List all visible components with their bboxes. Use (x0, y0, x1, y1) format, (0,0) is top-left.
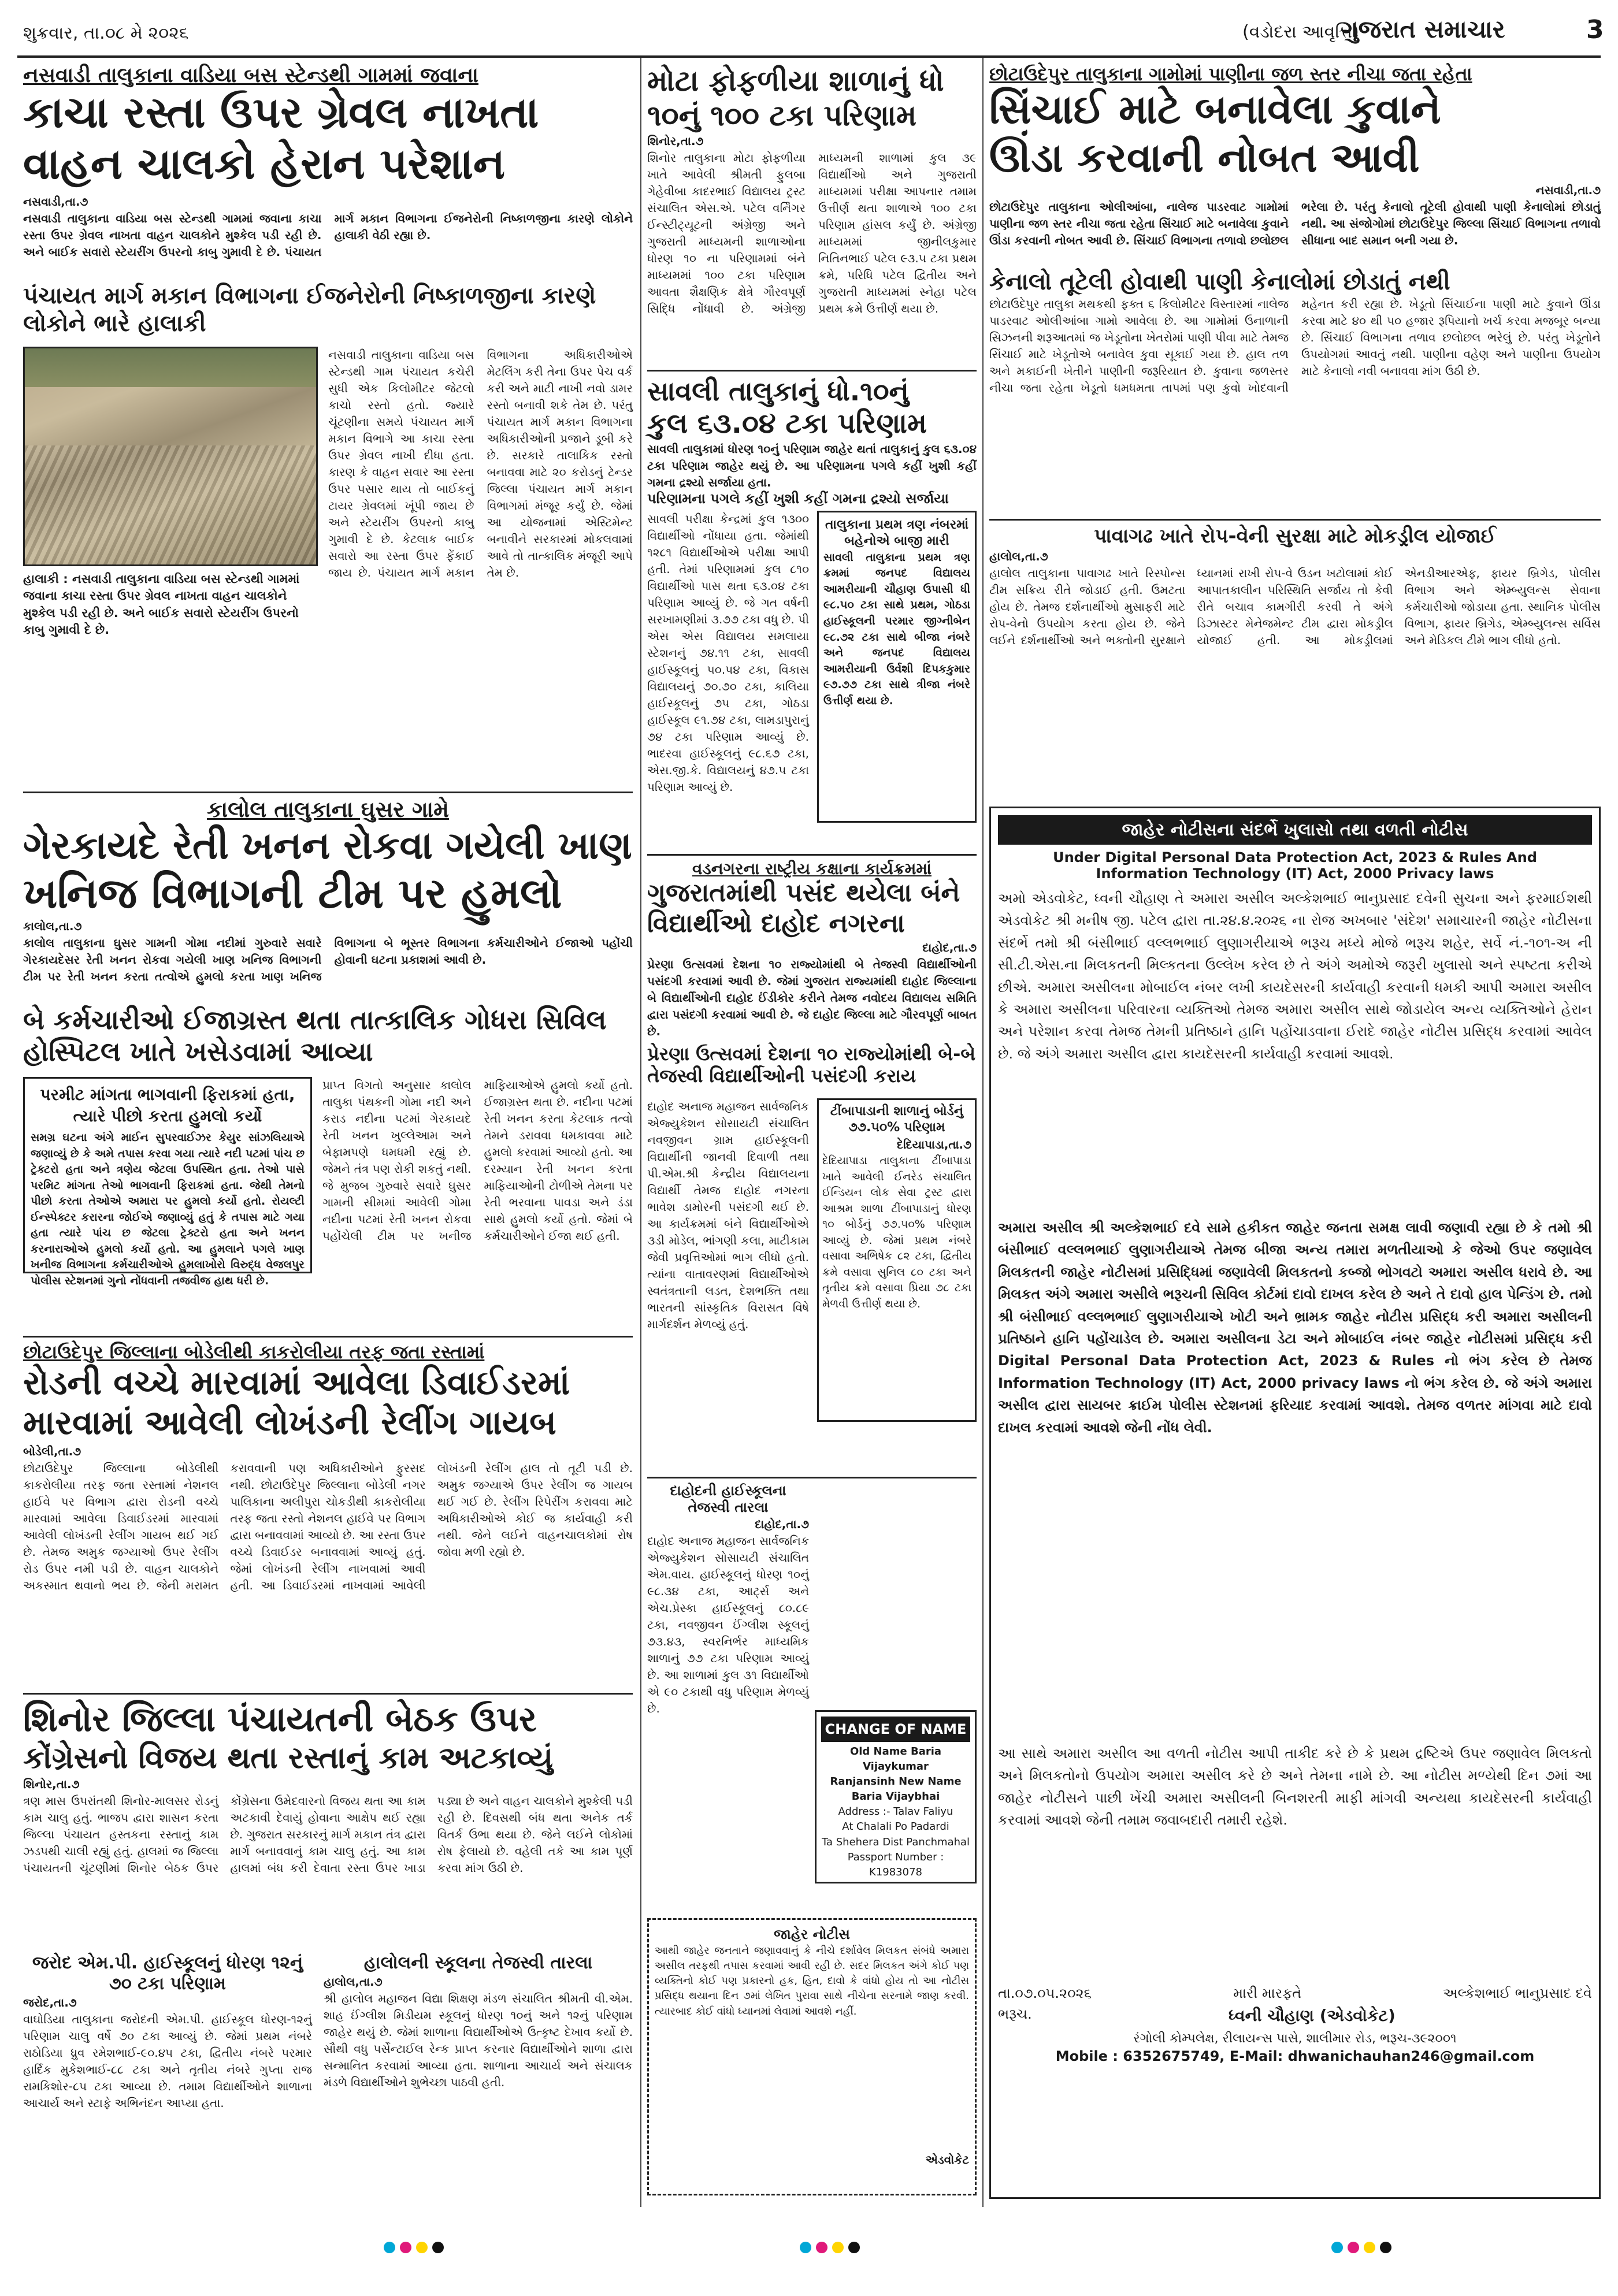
story-halol-toppers (324, 1953, 633, 2195)
magenta-dot-icon (400, 2242, 411, 2253)
dateline: દેદિયાપાડા,તા.૭ (896, 1137, 971, 1151)
story-headline: દાહોદની હાઈસ્કૂલના તેજસ્વી તારલા (670, 1483, 786, 1515)
story-intro: નસવાડી તાલુકાના વાડિયા બસ સ્ટેન્ડથી ગામમાં જવાના કાચા રસ્તા ઉપર ગ્રેવલ નાખતા વાહન ચાલકોને મુશ્કેલ પડી રહી છે. અને બાઈક સવારો સ્ટેયરીંગ ઉપરનો કાબુ ગુમાવી દે છે. પંચાયત માર્ગ મકાન વિભાગના ઈજનેરોની નિષ્કાળજીના કારણે લોકોને હાલાકી વેઠી રહ્યા છે. (23, 211, 633, 259)
highlight-box (817, 1098, 977, 1422)
legal-notice (989, 807, 1601, 2199)
cyan-dot-icon (1331, 2242, 1343, 2253)
story-headline: મારવામાં આવેલી લોખંડની રેલીંગ ગાયબ (23, 1403, 556, 1443)
story-headline: વાહન ચાલકો હેરાન પરેશાન (23, 139, 506, 190)
story-dahod-toppers (647, 1483, 809, 1910)
story-headline: સાવલી તાલુકાનું ધો.૧૦નું (647, 376, 909, 407)
ad-sign: એડવોકેટ (925, 2153, 969, 2167)
story-fofaliya-school (647, 64, 977, 364)
column-divider (982, 58, 984, 2207)
story-subheadline: બે કર્મચારીઓ ઈજાગ્રસ્ત થતા તાત્કાલિક ગોધરા સિવિલ હોસ્પિટલ ખાતે ખસેડવામાં આવ્યા (23, 1004, 607, 1068)
ad-line: Baria Vijaybhai (851, 1790, 940, 1803)
public-notice-ad (647, 1918, 977, 2195)
notice-advocate: ધ્વની ચૌહાણ (એડવોકેટ) (1229, 2006, 1396, 2025)
notice-title: જાહેર નોટીસના સંદર્ભે ખુલાસો તથા વળતી નોટીસ (998, 815, 1592, 845)
story-body: નસવાડી તાલુકાના વાડિયા બસ સ્ટેન્ડથી ગામ પંચાયત કચેરી સુધી એક કિલોમીટર જેટલો કાચો રસ્તો હતો. જ્યારે ચૂંટણીના સમયે પંચાયત માર્ગ મકાન વિભાગે આ કાચા રસ્તા ઉપર ગ્રેવલ નાખી દીધા હતા. કારણ કે વાહન સવાર આ રસ્તા ઉપર પસાર થાય તો બાઈકનું ટાયર ગ્રેવલમાં ખૂંપી જાય છે અને સ્ટેયરીંગ ઉપરનો કાબુ ગુમાવી દે છે. કેટલાક બાઈક સવારો આ રસ્તા ઉપર ફેંકાઈ જાય છે. પંચાયત માર્ગ મકાન વિભાગના અધિકારીઓએ મેટલિંગ કરી તેના ઉપર પેચ વર્ક કરી અને માટી નાખી નવો ડામર રસ્તો બનાવી શકે તેમ છે. પરંતુ પંચાયત માર્ગ મકાન વિભાગના અધિકારીઓની પ્રજાને ડૂબી કરે છે. સરકારે તાલાકિક રસ્તો બનાવવા માટે ૨૦ કરોડનું ટેન્ડર જિલ્લા પંચાયત માર્ગ મકાન વિભાગમાં મંજૂર કર્યું છે. જેમાં આ યોજનામાં એસ્ટિમેન્ટ બનાવીને સરકારમાં મોકલવામાં આવે તો તાત્કાલિક મંજૂરી આપે તેમ છે. (328, 347, 633, 579)
story-headline: પાવાગઢ ખાતે રોપ-વેની સુરક્ષા માટે મોકડ્રીલ યોજાઈ (1094, 525, 1496, 548)
highlight-box (23, 1077, 312, 1287)
issue-date: શુક્રવાર, તા.૦૮ મે ૨૦૨૬ (23, 23, 189, 43)
page-number: 3 (1586, 15, 1604, 44)
dateline: શિનોર,તા.૭ (23, 1777, 80, 1792)
story-headline: ૧૦નું ૧૦૦ ટકા પરિણામ (647, 99, 917, 132)
story-well-deepening (989, 64, 1601, 514)
notice-by: મારી મારફતે (1233, 1985, 1302, 2001)
magenta-dot-icon (1348, 2242, 1359, 2253)
notice-place: ભરૂચ. (998, 2006, 1032, 2022)
box-title: તાલુકાના પ્રથમ ત્રણ નંબરમાં બહેનોએ બાજી મારી (825, 517, 969, 549)
story-headline: શિનોર જિલ્લા પંચાયતની બેઠક ઉપર (23, 1699, 537, 1740)
story-headline: વિદ્યાર્થીઓ દાહોદ નગરના (647, 908, 905, 938)
story-pavagadh-mockdrill (989, 525, 1601, 802)
story-road-gravel (23, 64, 633, 786)
black-dot-icon (432, 2242, 444, 2253)
story-body: છોટાઉદેપુર તાલુકા મથકથી ફક્ત ૬ કિલોમીટર વિસ્તારમાં નાલેજ પાડરવાટ ઓલીઆંબા ગામો આવેલા છે. આ ગામોમાં ઉનાળાની સિઝનની શરૂઆતમાં જ ખેડૂતોના ખેતરોમાં પાણી પીવા માટે તેમજ સિંચાઈ માટે ખેડૂતોએ બનાવેલ કુવા સૂકાઈ ગયા છે. હાલ તળ અને મકાઈની ખેતીને પાણીની જરૂરિયાત છે. કુવાના જળસ્તર નીચા જતા રહેતા ખેડૂતો ધમધમતા તાપમાં પણ કુવો ખોદવાની મહેનત કરી રહ્યા છે. ખેડૂતો સિંચાઈના પાણી માટે કુવાને ઊંડા કરવા માટે ૪૦ થી ૫૦ હજાર રૂપિયાનો ખર્ચ કરવા મજબૂર બન્યા છે. સિંચાઈ વિભાગના તળાવ છલોછલ ભરેલું છે. પરંતુ ખેડૂતોને ઉપયોગમાં આવતું નથી. પાણીના વહેણ અને પાણીના ઉપયોગ માટે કેનાલો નવી બનાવવા માંગ ઉઠી છે. (989, 296, 1601, 395)
story-headline: મોટા ફોફળીયા શાળાનું ધો (647, 64, 944, 98)
story-separator (647, 854, 977, 856)
ad-line: At Chalali Po Padardi (842, 1821, 949, 1833)
story-body: સાવલી પરીક્ષા કેન્દ્રમાં કુલ ૧૩૦૦ વિદ્યાર્થીઓ નોંધાયા હતા. જેમાંથી ૧૨૮૧ વિદ્યાર્થીઓએ પરીક્ષા આપી હતી. તેમાં પરિણામમાં કુલ ૮૧૦ વિદ્યાર્થીઓ પાસ થતા ૬૩.૦૪ ટકા પરિણામ આવ્યું છે. જે ગત વર્ષની સરખામણીમાં ૩.૭૭ ટકા વધુ છે. પી એસ એસ વિદ્યાલય સમલાયા સ્ટેશનનું ૭૪.૧૧ ટકા, સાવલી હાઈસ્કૂલનું ૫૦.૫૪ ટકા, વિકાસ વિદ્યાલયનું ૭૦.૭૦ ટકા, કાલિયા હાઈસ્કૂલનું ૭૫ ટકા, ગોઠડા હાઈસ્કૂલ ૯૧.૭૪ ટકા, લામડાપુરાનું ૭૪ ટકા પરિણામ આવ્યું છે. ભાદરવા હાઈસ્કૂલનું ૯૮.૬૭ ટકા, એસ.જી.કે. વિદ્યાલયનું ૪૭.૫ ટકા પરિણામ આવ્યું છે. (647, 511, 809, 794)
ad-line: Address :- Talav Faliyu (838, 1805, 953, 1818)
story-mining-attack (23, 797, 633, 1332)
story-body: છોટાઉદેપુર જિલ્લાના બોડેલીથી કાકરોલીયા તરફ જતા રસ્તામાં નેશનલ હાઈવે પર વિભાગ દ્વારા રોડની વચ્ચે મારવામાં આવેલા ડિવાઈડરમાં મારવામાં આવેલી લોખંડની રેલીંગ ગાયબ થઈ ગઈ છે. તેમજ અમુક જગ્યાઓ ઉપર રેલીંગ રોડ ઉપર નમી પડી છે. વાહન ચાલકોને અકસ્માત થવાનો ભય છે. જેની મરામત કરાવવાની પણ અધિકારીઓને ફુરસદ નથી. છોટાઉદેપુર જિલ્લાના બોડેલી નગર પાલિકાના અલીપુરા ચોકડીથી કાકરોલીયા તરફ જતા રસ્તો નેશનલ હાઈવે પર વિભાગ દ્વારા બનાવવામાં આવ્યો છે. આ રસ્તા ઉપર વચ્ચે ડિવાઈડર બનાવવામાં આવ્યું હતું. જેમાં લોખંડની રેલીંગ નાખવામાં આવી હતી. આ ડિવાઈડરમાં નાખવામાં આવેલી લોખંડની રેલીંગ હાલ તો તૂટી પડી છે. અમુક જગ્યાએ ઉપર રેલીંગ જ ગાયબ થઈ ગઈ છે. રેલીંગ રિપેરીંગ કરાવવા માટે અધિકારીઓએ કોઈ જ કાર્યવાહી કરી નથી. જેને લઈને વાહનચાલકોમાં રોષ જોવા મળી રહ્યો છે. (23, 1461, 633, 1592)
story-headline: સિંચાઈ માટે બનાવેલા કુવાને (989, 85, 1441, 133)
notice-body: અમારા અસીલ શ્રી અલ્કેશભાઈ દવે સામે હકીકત જાહેર જનતા સમક્ષ લાવી જણાવી રહ્યા છે કે તમો શ્રી બંસીભાઈ વલ્લભભાઈ લુણાગરીયાએ તેમજ બીજા અન્ય તમારા મળતીયાઓ કે જેઓ ઉપર જણાવેલ મિલકતની જાહેર નોટીસમાં પ્રસિદ્ધિમાં જણાવેલી મિલકતનો કબ્જો ભોગવટો અમારા અસીલ ધરાવે છે. આ મિલકત અંગે અમારા અસીલે ભરૂચની સિવિલ કોર્ટમાં દાવો દાખલ કરેલ છે અને તે દાવો હાલ પેન્ડિંગ છે. તમો શ્રી બંસીભાઈ વલ્લભભાઈ લુણાગરીયાએ ખોટી અને ભ્રામક જાહેર નોટીસ પ્રસિદ્ધ કરી અમારા અસીલની પ્રતિષ્ઠાને હાનિ પહોંચાડેલ છે. અમારા અસીલના ડેટા અને મોબાઈલ નંબર જાહેર નોટીસમાં પ્રસિદ્ધ કરી Digital Personal Data Protection Act, 2023 & Rules નો ભંગ કરેલ છે તેમજ Information Technology (IT) Act, 2000 privacy laws નો ભંગ કરેલ છે. જે અંગે અમારા અસીલ દ્વારા સાયબર ક્રાઈમ પોલીસ સ્ટેશનમાં ફરિયાદ કરવામાં આવશે. તેમજ વળતર માંગવા માટે દાવો દાખલ કરવામાં આવશે જેની નોંધ લેવી. (998, 1220, 1592, 1436)
story-kicker: નસવાડી તાલુકાના વાડિયા બસ સ્ટેન્ડથી ગામમાં જવાના (23, 64, 478, 87)
story-body: શિનોર તાલુકાના મોટા ફોફળીયા ખાતે આવેલી શ્રીમતી ફુલબા ગેહેવીબા કાદરભાઈ વિદ્યાલય ટ્રસ્ટ સંચાલિત એસ.એ. પટેલ વર્નિંગર ઈન્સ્ટીટ્યૂટની અંગ્રેજી અને ગુજરાતી માધ્યમની શાળાઓના ધોરણ ૧૦ ના પરિણામમાં બંને માધ્યમમાં ૧૦૦ ટકા પરિણામ આવતા શૈક્ષણિક ક્ષેત્રે ગૌરવપૂર્ણ સિદ્ધિ નોંધાવી છે. અંગ્રેજી માધ્યમની શાળામાં કુલ ૩૯ વિદ્યાર્થીઓ અને ગુજરાતી માધ્યમમાં પરીક્ષા આપનાર તમામ ઉત્તીર્ણ થતા શાળાએ ૧૦૦ ટકા પરિણામ હાંસલ કર્યું છે. અંગ્રેજી માધ્યમમાં જીનીલકુમાર નિતિનભાઈ પટેલ ૯૩.૫ ટકા પ્રથમ ક્રમે, પરિધિ પટેલ દ્વિતીય અને ગુજરાતી માધ્યમમાં સ્નેહા પટેલ પ્રથમ ક્રમે ઉત્તીર્ણ થયા છે. (647, 151, 977, 315)
notice-body: આ સાથે અમારા અસીલ આ વળતી નોટીસ આપી તાકીદ કરે છે કે પ્રથમ દ્રષ્ટિએ ઉપર જણાવેલ મિલકતો અને મિલકતોનો ઉપયોગ અમારા અસીલ કરે છે અને તેમના નામે છે. આ નોટીસ મળ્યેથી દિન ૭માં આ જાહેર નોટીસને પાછી ખેંચી અમારા અસીલની બિનશરતી માફી માંગવી અન્યથા કાયદેસરની કાર્યવાહી કરવામાં આવશે જેની તમામ જવાબદારી તમારી રહેશે. (998, 1745, 1592, 1829)
dateline: દાહોદ,તા.૭ (922, 940, 977, 954)
column-divider (640, 58, 641, 2207)
box-body: સાવલી તાલુકાના પ્રથમ ત્રણ ક્રમમાં જનપદ વિદ્યાલય આમરીયાની ચૌહાણ ઉપાસી ધી ૯૮.૫૦ ટકા સાથે પ્રથમ, ગોઠડા હાઈસ્કૂલની પરમાર જીગ્નીબેન ૯૮.૭૨ ટકા સાથે બીજા નંબરે અને જનપદ વિદ્યાલય આમરીયાની ઉર્વશી દિપકકુમાર ૯૭.૭૭ ટકા સાથે ત્રીજા નંબરે ઉત્તીર્ણ થયા છે. (823, 551, 970, 707)
story-headline: જરોદ એમ.પી. હાઈસ્કૂલનું ધોરણ ૧૨નું ૭૦ ટકા પરિણામ (32, 1953, 303, 1994)
registration-marks (797, 2242, 862, 2256)
ad-title: જાહેર નોટીસ (774, 1926, 850, 1942)
box-body: સમગ્ર ઘટના અંગે માઈન સુપરવાઈઝર કેયુર સાંઝલિયાએ જણાવ્યું છે કે અમે તપાસ કરવા ગયા ત્યારે નદી પટમાં પાંચ છ ટ્રેક્ટરો હતા અને ત્રણેય જેટલા ઉપસ્થિત હતા. તેઓ પાસે પરમિટ માંગતા તેઓ ભાગવાની ફિરાકમાં હતા. જેથી તેમનો પીછો કરતા તેઓએ અમારા પર હુમલો કર્યો હતો. રોયલ્ટી ઈન્સ્પેક્ટર કરારના જોઈએ જણાવ્યું હતું કે તપાસ માટે ગયા હતા ત્યારે પાંચ છ જેટલા ટ્રેક્ટરો હતા અને ખનન કરનારાઓએ હુમલો કર્યો હતો. આ હુમલાને પગલે ખાણ ખનીજ વિભાગના કર્મચારીઓએ હુમલાખોરો વિરુદ્ધ વેજલપુર પોલીસ સ્ટેશનમાં ગુનો નોંધવાની તજવીજ હાથ ધરી છે. (31, 1131, 305, 1287)
dateline: જરોદ,તા.૭ (23, 1996, 77, 2009)
story-headline: હાલોલની સ્કૂલના તેજસ્વી તારલા (363, 1953, 593, 1973)
box-body: દેદિયાપાડા તાલુકાના ટીંબાપાડા ખાતે આવેલી ઈનરેડ સંચાલિત ઈન્ડિયન લોક સેવા ટ્રસ્ટ દ્વારા આશ્રમ શાળા ટીંબાપાડાનું ધોરણ ૧૦ બોર્ડનું ૭૭.૫૦% પરિણામ આવ્યું છે. જેમાં પ્રથમ નંબરે વસાવા અભિષેક ૮૨ ટકા, દ્વિતીય ક્રમે વસાવા સુનિલ ૮૦ ટકા અને તૃતીય ક્રમે વસાવા પ્રિયા ૭૮ ટકા મેળવી ઉત્તીર્ણ થયા છે. (822, 1154, 971, 1310)
story-body: વાઘોડિયા તાલુકાના જરોદની એમ.પી. હાઈસ્કૂલ ધોરણ-૧૨નું પરિણામ ચાલુ વર્ષે ૭૦ ટકા આવ્યું છે. જેમાં પ્રથમ નંબરે રાઠોડિયા ધ્રુવ રમેશભાઈ-૯૦.૪૫ ટકા, દ્વિતીય નંબરે પરમાર હાર્દિક મુકેશભાઈ-૮૮ ટકા અને તૃતીય નંબરે ગુપ્તા રાજ રામકિશોર-૮૫ ટકા આવ્યા છે. તમામ વિદ્યાર્થીઓને શાળાના આચાર્ય અને સ્ટાફે અભિનંદન આપ્યા હતા. (23, 2012, 312, 2110)
story-body: ત્રણ માસ ઉપરાંતથી શિનોર-માલસર રોડનું કામ ચાલુ હતું. ભાજપ દ્વારા શાસન કરતા જિલ્લા પંચાયત હસ્તકના રસ્તાનું કામ ઝડપથી ચાલી રહ્યું હતું. હાલમાં જ જિલ્લા પંચાયતની ચૂંટણીમાં શિનોર બેઠક ઉપર કોંગ્રેસના ઉમેદવારનો વિજય થતા આ કામ અટકાવી દેવાયું હોવાના આક્ષેપ થઈ રહ્યા છે. ગુજરાત સરકારનું માર્ગ મકાન તંત્ર દ્વારા માર્ગ બનાવવાનું કામ ચાલુ હતું. આ કામ હાલમાં બંધ કરી દેવાતા રસ્તા ઉપર ખાડા પડ્યા છે અને વાહન ચાલકોને મુશ્કેલી પડી રહી છે. દિવસથી બંધ થતા અનેક તર્ક વિતર્ક ઉભા થયા છે. જેને લઈને લોકોમાં રોષ ફેલાયો છે. વહેલી તકે આ કામ પૂર્ણ કરવા માંગ ઉઠી છે. (23, 1794, 633, 1875)
story-headline: રોડની વચ્ચે મારવામાં આવેલા ડિવાઈડરમાં (23, 1362, 570, 1402)
notice-subtitle: Under Digital Personal Data Protection Act, 2023 & Rules And (1053, 849, 1537, 865)
dateline: કાલોલ,તા.૭ (23, 919, 82, 934)
story-separator (23, 1693, 633, 1695)
black-dot-icon (848, 2242, 860, 2253)
dateline: નસવાડી,તા.૭ (23, 194, 88, 209)
story-body: દાહોદ અનાજ મહાજન સાર્વજનિક એજ્યુકેશન સોસાયટી સંચાલિત એમ.વાય. હાઈસ્કૂલનું ધોરણ ૧૦નું ૯૮.૩૪ ટકા, આર્ટ્સ અને એચ.પ્રેસ્કા હાઈસ્કૂલનું ૮૦.૮૯ ટકા, નવજીવન ઈંગ્લીશ સ્કૂલનું ૭૩.૪૩, સ્વરનિર્ભર માધ્યમિક શાળાનું ૭૭ ટકા પરિણામ આવ્યું છે. આ શાળામાં કુલ ૩૧ વિદ્યાર્થીઓ એ ૯૦ ટકાથી વધુ પરિણામ મેળવ્યું છે. (647, 1533, 809, 1715)
story-subheadline: પ્રેરણા ઉત્સવમાં દેશના ૧૦ રાજ્યોમાંથી બે-બે તેજસ્વી વિદ્યાર્થીઓની પસંદગી કરાય (647, 1042, 976, 1087)
story-kicker: છોટાઉદેપુર જિલ્લાના બોડેલીથી કાકરોલીયા તરફ જતા રસ્તામાં (23, 1341, 485, 1363)
notice-contact: Mobile : 6352675749, E-Mail: dhwanichauhan246@gmail.com (1055, 2048, 1535, 2064)
dateline: શિનોર,તા.૭ (647, 134, 704, 148)
cyan-dot-icon (384, 2242, 395, 2253)
ad-line: Old Name Baria Vijaykumar (849, 1745, 942, 1773)
story-body: શ્રી હાલોલ મહાજન વિદ્યા શિક્ષણ મંડળ સંચાલિત શ્રીમતી વી.એમ. શાહ ઈંગ્લીશ મિડીયમ સ્કૂલનું ધોરણ ૧૦નું અને ૧૨નું પરિણામ જાહેર થયું છે. જેમાં શાળાના વિદ્યાર્થીઓએ ઉત્કૃષ્ટ દેખાવ કર્યો છે. સૌથી વધુ પર્સેન્ટાઈલ રેન્ક પ્રાપ્ત કરનાર વિદ્યાર્થીઓને શાળા દ્વારા સન્માનિત કરવામાં આવ્યા હતા. શાળાના આચાર્ય અને સંચાલક મંડળે વિદ્યાર્થીઓને શુભેચ્છા પાઠવી હતી. (324, 1992, 633, 2089)
dateline: હાલોલ,તા.૭ (989, 549, 1048, 563)
yellow-dot-icon (416, 2242, 428, 2253)
story-body: હાલોલ તાલુકાના પાવાગઢ ખાતે રિસ્પોન્સ ટીમ સક્રિય રીતે જોડાઈ હતી. ઉમટતા હોય છે. તેમજ દર્શનાર્થીઓ મુસાફરી માટે રોપ-વેનો ઉપયોગ કરતા હોય છે. જેને લઈને દર્શનાર્થીઓ અને ભક્તોની સુરક્ષાને ધ્યાનમાં રાખી રોપ-વે ઉડન ખટોલામાં કોઈ આપાતકાલીન પરિસ્થિતિ સર્જાય તો કેવી રીતે બચાવ કામગીરી કરવી તે અંગે ડિઝાસ્ટર મેનેજમેન્ટ ટીમ દ્વારા મોકડ્રીલ યોજાઈ હતી. આ મોકડ્રીલમાં એનડીઆરએફ, ફાયર બ્રિગેડ, પોલીસ વિભાગ અને એમ્બ્યુલન્સ સેવાના કર્મચારીઓ જોડાયા હતા. સ્થાનિક પોલીસ વિભાગ, ફાયર બ્રિગેડ, એમ્બ્યુલન્સ સર્વિસ અને મેડિકલ ટીમે ભાગ લીધો હતો. (989, 566, 1601, 647)
notice-client: અલ્કેશભાઈ ભાનુપ્રસાદ દવે (1443, 1985, 1592, 2001)
cyan-dot-icon (800, 2242, 811, 2253)
story-body: પ્રાપ્ત વિગતો અનુસાર કાલોલ તાલુકા પંથકની ગોમા નદી અને કરાડ નદીના પટમાં ગેરકાયદે રેતી ખનન ખુલ્લેઆમ અને બેફામપણે ધમધમી રહ્યું છે. જેમને તંત્ર પણ રોકી શકતું નથી. જે મુજબ ગુરુવારે સવારે ઘુસર ગામની સીમમાં આવેલી ગોમા નદીના પટમાં રેતી ખનન રોકવા પહોંચેલી ટીમ પર ખનીજ માફિયાઓએ હુમલો કર્યો હતો. ઈજાગ્રસ્ત થતા છે. નદીના પટમાં રેતી ખનન કરતા કેટલાક તત્વો તેમને ડરાવવા ધમકાવવા માટે હુમલો કરવામાં આવ્યો હતો. આ દરમ્યાન રેતી ખનન કરતા માફિયાઓની ટોળીએ તેમના પર રેતી ભરવાના પાવડા અને ડંડા સાથે હુમલો કર્યો હતો. જેમાં બે કર્મચારીઓને ઈજા થઈ હતી. (322, 1078, 633, 1243)
story-dahod-students (647, 860, 977, 1472)
header-rule (17, 55, 1601, 58)
story-intro: કાલોલ તાલુકાના ઘુસર ગામની ગોમા નદીમાં ગુરુવારે સવારે ગેરકાયદેસર રેતી ખનન રોકવા ગયેલી ખાણ ખનિજ વિભાગની ટીમ પર રેતી ખનન કરતા તત્વોએ હુમલો કરતા ખાણ ખનિજ વિભાગના બે ભૂસ્તર વિભાગના કર્મચારીઓને ઈજાઓ પહોંચી હોવાની ઘટના પ્રકાશમાં આવી છે. (23, 936, 633, 984)
ad-line: Ta Shehera Dist Panchmahal (821, 1836, 970, 1848)
story-separator (647, 370, 977, 371)
story-headline: ગેરકાયદે રેતી ખનન રોકવા ગયેલી ખાણ (23, 823, 632, 868)
masthead-logo: ગુજરાત સમાચાર (1341, 15, 1505, 43)
story-headline: કોંગ્રેસનો વિજય થતા રસ્તાનું કામ અટકાવ્યું (23, 1741, 553, 1775)
story-headline: ખનિજ વિભાગની ટીમ પર હુમલો (23, 868, 562, 917)
ad-line: Ranjansinh New Name (830, 1775, 962, 1788)
box-title: ટીંબાપાડાની શાળાનું બોર્ડનું ૭૭.૫૦% પરિણામ (830, 1104, 964, 1135)
change-of-name-ad (815, 1710, 977, 1883)
story-kicker: છોટાઉદેપુર તાલુકાના ગામોમાં પાણીના જળ સ્તર નીચા જતા રહેતા (989, 63, 1472, 85)
story-subheadline: પરિણામના પગલે કહીં ખુશી કહીં ગમના દ્રશ્યો સર્જાયા (647, 490, 949, 507)
dateline: દાહોદ,તા.૭ (755, 1517, 809, 1531)
road-photo (23, 347, 318, 566)
story-separator (23, 1336, 633, 1338)
story-separator (23, 792, 633, 793)
story-headline: ઊંડા કરવાની નોબત આવી (989, 133, 1420, 181)
magenta-dot-icon (816, 2242, 827, 2253)
dateline: હાલોલ,તા.૭ (324, 1975, 383, 1989)
story-body: દાહોદ અનાજ મહાજન સાર્વજનિક એજ્યુકેશન સોસાયટી સંચાલિત નવજીવન ગ્રામ હાઈસ્કૂલની વિદ્યાર્થીની જાનવી દિવાળી તથા પી.એમ.શ્રી કેન્દ્રીય વિદ્યાલયના વિદ્યાર્થી તેમજ દાહોદ નગરના ભાવેશ ડામોરની પસંદગી થઈ છે. આ કાર્યક્રમમાં બંને વિદ્યાર્થીઓએ ૩ડી મોડેલ, ભાંગણી કલા, માટીકામ જેવી પ્રવૃત્તિઓમાં ભાગ લીધો હતો. ત્યાંના વાતાવરણમાં વિદ્યાર્થીઓએ સ્વતંત્રતાની લડત, દેશભક્તિ તથા ભારતની સાંસ્કૃતિક વિરાસત વિષે માર્ગદર્શન મેળવ્યું હતું. (647, 1099, 809, 1331)
ad-body: આથી જાહેર જનતાને જણાવવાનું કે નીચે દર્શાવેલ મિલકત સંબંધે અમારા અસીલ તરફથી તપાસ કરવામાં આવી રહી છે. સદર મિલકત અંગે કોઈ પણ વ્યક્તિનો કોઈ પણ પ્રકારનો હક, હિત, દાવો કે વાંધો હોય તો આ નોટીસ પ્રસિદ્ધ થયાના દિન ૭માં લેખિત પુરાવા સાથે નીચેના સરનામે જાણ કરવી. ત્યારબાદ કોઈ વાંધો ધ્યાનમાં લેવામાં આવશે નહીં. (655, 1945, 969, 2018)
registration-marks (381, 2242, 446, 2256)
ad-title: CHANGE OF NAME (821, 1717, 970, 1742)
story-subheadline: પંચાયત માર્ગ મકાન વિભાગના ઈજનેરોની નિષ્કાળજીના કારણે લોકોને ભારે હાલાકી (23, 282, 596, 337)
story-intro: સાવલી તાલુકામાં ધોરણ ૧૦નું પરિણામ જાહેર થતાં તાલુકાનું કુલ ૬૩.૦૪ ટકા પરિણામ જાહેર થયું છે. આ પરિણામના પગલે કહીં ખુશી કહીં ગમના દ્રશ્યો સર્જાયા હતા. (647, 441, 977, 489)
story-kicker: વડનગરના રાષ્ટ્રીય કક્ષાના કાર્યક્રમમાં (692, 859, 932, 878)
story-railing-missing (23, 1342, 633, 1688)
story-headline: કુલ ૬૩.૦૪ ટકા પરિણામ (647, 407, 927, 440)
dateline: નસવાડી,તા.૭ (1535, 183, 1601, 197)
registration-marks (1329, 2242, 1394, 2256)
story-separator (989, 519, 1601, 521)
story-savli-result (647, 376, 977, 849)
story-headline: ગુજરાતમાંથી પસંદ થયેલા બંને (647, 878, 960, 908)
notice-address: રંગોલી કોમ્પલેક્ષ, રીલાયન્સ પાસે, શાલીમાર રોડ, ભરૂચ-૩૯૨૦૦૧ (1133, 2031, 1457, 2046)
ad-line: Passport Number : K1983078 (847, 1851, 944, 1878)
notice-date: તા.૦૭.૦૫.૨૦૨૬ (998, 1985, 1092, 2001)
highlight-box (817, 511, 977, 823)
story-jarod-result (23, 1953, 312, 2195)
story-separator (647, 1477, 977, 1478)
yellow-dot-icon (1364, 2242, 1375, 2253)
edition-label: (વડોદરા આવૃત્તિ) (1242, 22, 1359, 42)
black-dot-icon (1380, 2242, 1391, 2253)
yellow-dot-icon (832, 2242, 844, 2253)
story-shinor-panchayat (23, 1699, 633, 1947)
notice-subtitle: Information Technology (IT) Act, 2000 Privacy laws (1096, 865, 1494, 882)
photo-caption: હાલાકી : નસવાડી તાલુકાના વાડિયા બસ સ્ટેન્ડથી ગામમાં જવાના કાચા રસ્તા ઉપર ગ્રેવલ નાખતા વાહન ચાલકોને મુશ્કેલ પડી રહી છે. અને બાઈક સવારો સ્ટેયરીંગ ઉપરનો કાબુ ગુમાવી દે છે. (23, 571, 300, 637)
notice-body: અમો એડવોકેટ, ધ્વની ચૌહાણ તે અમારા અસીલ અલ્કેશભાઈ ભાનુપ્રસાદ દવેની સુચના અને ફરમાઈશથી એડવોકેટ શ્રી મનીષ જી. પટેલ દ્વારા તા.૨૪.૪.૨૦૨૬ ના રોજ અખબાર 'સંદેશ' સમાચારની જાહેર નોટીસના સંદર્ભે તમો શ્રી બંસીભાઈ વલ્લભભાઈ લુણાગરીયાએ ભરૂચ મધ્યે મોજે ભરૂચ શહેર, સર્વે નં.-૧૦૧-અ ની સી.ટી.એસ.ના મિલકતની મિલ્કતના ઉલ્લેખ કરેલ છે તે અંગે અમોએ જરૂરી ખુલાસો અને સ્પષ્ટતા કરીએ છીએ. અમારા અસીલના મોબાઈલ નંબર લખી કાયદેસરની કાર્યવાહી કરવાની ધમકી આપી અમારા અસીલ કે અમારા અસીલના પરિવારના વ્યક્તિઓ તેમજ અમારા અસીલ સાથે જોડાયેલ અન્ય વ્યક્તિઓને હેરાન અને પરેશાન કરવા તેમજ તેમની પ્રતિષ્ઠાને હાનિ પહોંચાડવાના ઈરાદે જાહેર નોટીસ પ્રસિદ્ધ કરવામાં આવેલ છે. જે અંગે અમારા અસીલ દ્વારા કાયદેસરની કાર્યવાહી કરવામાં આવશે. (998, 890, 1592, 1062)
story-kicker: કાલોલ તાલુકાના ઘુસર ગામે (207, 797, 449, 822)
story-subheadline: કેનાલો તૂટેલી હોવાથી પાણી કેનાલોમાં છોડાતું નથી (989, 268, 1450, 295)
dateline: બોડેલી,તા.૭ (23, 1444, 81, 1458)
story-intro: છોટાઉદેપુર તાલુકાના ઓલીઆંબા, નાલેજ પાડરવાટ ગામોમાં પાણીના જળ સ્તર નીચા જતા રહેતા સિંચાઈ માટે બનાવેલા કુવાને ઊંડા કરવાની નોબત આવી છે. સિંચાઈ વિભાગના તળાવો છલોછલ ભરેલા છે. પરંતુ કેનાલો તૂટેલી હોવાથી પાણી કેનાલોમાં છોડાતું નથી. આ સંજોગોમાં છોટાઉદેપુર જિલ્લા સિંચાઈ વિભાગના તળાવો સીધાના બાદ સમાન બની ગયા છે. (989, 199, 1601, 247)
story-intro: પ્રેરણા ઉત્સવમાં દેશના ૧૦ રાજ્યોમાંથી બે તેજસ્વી વિદ્યાર્થીઓની પસંદગી કરવામાં આવી છે. જેમાં ગુજરાત રાજ્યમાંથી દાહોદ જિલ્લાના બે વિદ્યાર્થીઓની દાહોદ ઈંડીકોર કરીને તેમજ નવોદય વિદ્યાલય સમિતિ દ્વારા પસંદગી કરવામાં આવી છે. જે દાહોદ જિલ્લા માટે ગૌરવપૂર્ણ બાબત છે. (647, 957, 977, 1038)
story-headline: કાચા રસ્તા ઉપર ગ્રેવલ નાખતા (23, 88, 539, 138)
box-title: પરમીટ માંગતા ભાગવાની ફિરાકમાં હતા, ત્યારે પીછો કરતા હુમલો કર્યો (40, 1085, 295, 1125)
